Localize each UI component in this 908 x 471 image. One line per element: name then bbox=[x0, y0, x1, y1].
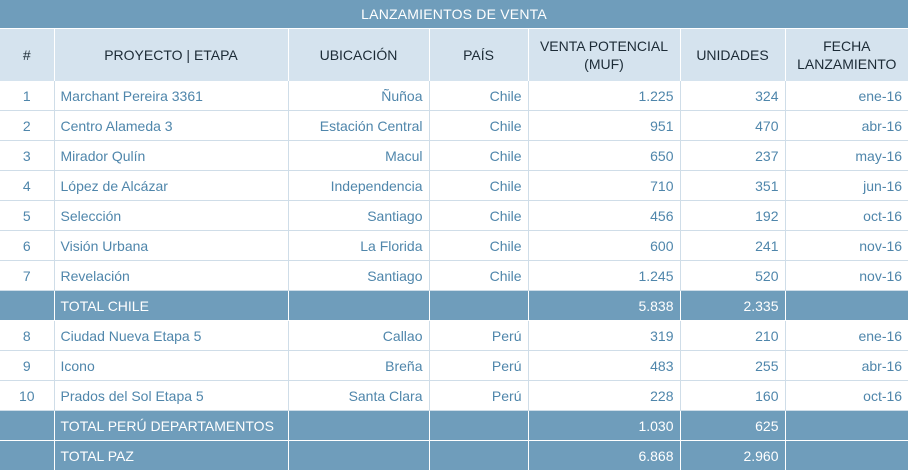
total-peru-unidades: 625 bbox=[680, 411, 785, 441]
cell-venta: 319 bbox=[528, 321, 680, 351]
cell-num: 10 bbox=[0, 381, 54, 411]
header-fecha-line2: LANZAMIENTO bbox=[797, 56, 897, 72]
cell-unidades: 160 bbox=[680, 381, 785, 411]
total-peru-label: TOTAL PERÚ DEPARTAMENTOS bbox=[54, 411, 288, 441]
cell-fecha: ene-16 bbox=[785, 81, 908, 111]
cell-num: 7 bbox=[0, 261, 54, 291]
cell-venta: 1.245 bbox=[528, 261, 680, 291]
cell-venta: 1.225 bbox=[528, 81, 680, 111]
cell-fecha: ene-16 bbox=[785, 321, 908, 351]
header-ubicacion: UBICACIÓN bbox=[288, 29, 429, 82]
cell-pais: Perú bbox=[429, 351, 528, 381]
header-fecha-line1: FECHA bbox=[823, 38, 871, 54]
total-peru-venta: 1.030 bbox=[528, 411, 680, 441]
cell-num: 2 bbox=[0, 111, 54, 141]
header-num: # bbox=[0, 29, 54, 82]
cell-pais: Chile bbox=[429, 141, 528, 171]
cell-pais: Perú bbox=[429, 321, 528, 351]
header-venta-line2: (MUF) bbox=[584, 56, 624, 72]
cell-unidades: 210 bbox=[680, 321, 785, 351]
cell-unidades: 255 bbox=[680, 351, 785, 381]
total-paz-venta: 6.868 bbox=[528, 441, 680, 471]
header-proyecto: PROYECTO | ETAPA bbox=[54, 29, 288, 82]
total-chile-row bbox=[0, 291, 908, 321]
cell-venta: 483 bbox=[528, 351, 680, 381]
cell-proyecto: Marchant Pereira 3361 bbox=[54, 81, 288, 111]
cell-fecha: oct-16 bbox=[785, 201, 908, 231]
cell-unidades: 351 bbox=[680, 171, 785, 201]
total-chile-venta: 5.838 bbox=[528, 291, 680, 321]
cell-fecha: abr-16 bbox=[785, 111, 908, 141]
cell-ubicacion: Santiago bbox=[288, 261, 429, 291]
header-venta bbox=[528, 29, 680, 82]
cell-unidades: 192 bbox=[680, 201, 785, 231]
cell-pais: Chile bbox=[429, 81, 528, 111]
total-paz-label: TOTAL PAZ bbox=[54, 441, 288, 471]
cell-unidades: 237 bbox=[680, 141, 785, 171]
cell-proyecto: Centro Alameda 3 bbox=[54, 111, 288, 141]
title-row bbox=[0, 0, 908, 29]
cell-venta: 228 bbox=[528, 381, 680, 411]
cell-ubicacion: La Florida bbox=[288, 231, 429, 261]
cell-venta: 710 bbox=[528, 171, 680, 201]
total-chile-label: TOTAL CHILE bbox=[54, 291, 288, 321]
cell-ubicacion: Callao bbox=[288, 321, 429, 351]
cell-proyecto: Revelación bbox=[54, 261, 288, 291]
cell-proyecto: Ciudad Nueva Etapa 5 bbox=[54, 321, 288, 351]
cell-fecha: nov-16 bbox=[785, 261, 908, 291]
cell-fecha: jun-16 bbox=[785, 171, 908, 201]
cell-venta: 650 bbox=[528, 141, 680, 171]
cell-ubicacion: Santa Clara bbox=[288, 381, 429, 411]
cell-num: 3 bbox=[0, 141, 54, 171]
cell-fecha: may-16 bbox=[785, 141, 908, 171]
cell-ubicacion: Breña bbox=[288, 351, 429, 381]
cell-ubicacion: Macul bbox=[288, 141, 429, 171]
cell-num: 6 bbox=[0, 231, 54, 261]
table-row bbox=[0, 381, 908, 411]
cell-fecha: abr-16 bbox=[785, 351, 908, 381]
cell-num: 1 bbox=[0, 81, 54, 111]
header-pais: PAÍS bbox=[429, 29, 528, 82]
cell-proyecto: Selección bbox=[54, 201, 288, 231]
cell-ubicacion: Independencia bbox=[288, 171, 429, 201]
cell-proyecto: López de Alcázar bbox=[54, 171, 288, 201]
cell-venta: 951 bbox=[528, 111, 680, 141]
cell-unidades: 324 bbox=[680, 81, 785, 111]
table-row bbox=[0, 81, 908, 111]
chile-rows bbox=[0, 81, 908, 291]
table-row bbox=[0, 111, 908, 141]
table-row bbox=[0, 201, 908, 231]
cell-pais: Chile bbox=[429, 231, 528, 261]
cell-pais: Chile bbox=[429, 111, 528, 141]
table-row bbox=[0, 261, 908, 291]
header-fecha bbox=[785, 29, 908, 82]
cell-num: 8 bbox=[0, 321, 54, 351]
cell-unidades: 241 bbox=[680, 231, 785, 261]
cell-fecha: nov-16 bbox=[785, 231, 908, 261]
table-row bbox=[0, 351, 908, 381]
table-row bbox=[0, 141, 908, 171]
cell-num: 5 bbox=[0, 201, 54, 231]
header-venta-line1: VENTA POTENCIAL bbox=[539, 38, 669, 54]
cell-ubicacion: Santiago bbox=[288, 201, 429, 231]
cell-proyecto: Icono bbox=[54, 351, 288, 381]
cell-venta: 456 bbox=[528, 201, 680, 231]
table-row bbox=[0, 171, 908, 201]
cell-proyecto: Prados del Sol Etapa 5 bbox=[54, 381, 288, 411]
cell-unidades: 520 bbox=[680, 261, 785, 291]
total-peru-row bbox=[0, 411, 908, 441]
cell-ubicacion: Estación Central bbox=[288, 111, 429, 141]
total-paz-unidades: 2.960 bbox=[680, 441, 785, 471]
header-unidades: UNIDADES bbox=[680, 29, 785, 82]
cell-fecha: oct-16 bbox=[785, 381, 908, 411]
cell-pais: Chile bbox=[429, 171, 528, 201]
cell-pais: Chile bbox=[429, 261, 528, 291]
table-row bbox=[0, 231, 908, 261]
cell-num: 9 bbox=[0, 351, 54, 381]
cell-pais: Perú bbox=[429, 381, 528, 411]
cell-pais: Chile bbox=[429, 201, 528, 231]
cell-proyecto: Mirador Qulín bbox=[54, 141, 288, 171]
total-chile-unidades: 2.335 bbox=[680, 291, 785, 321]
table-title: LANZAMIENTOS DE VENTA bbox=[0, 0, 908, 29]
total-paz-row bbox=[0, 441, 908, 471]
cell-ubicacion: Ñuñoa bbox=[288, 81, 429, 111]
cell-venta: 600 bbox=[528, 231, 680, 261]
peru-rows bbox=[0, 321, 908, 411]
cell-unidades: 470 bbox=[680, 111, 785, 141]
table-row bbox=[0, 321, 908, 351]
cell-proyecto: Visión Urbana bbox=[54, 231, 288, 261]
cell-num: 4 bbox=[0, 171, 54, 201]
header-row bbox=[0, 29, 908, 82]
